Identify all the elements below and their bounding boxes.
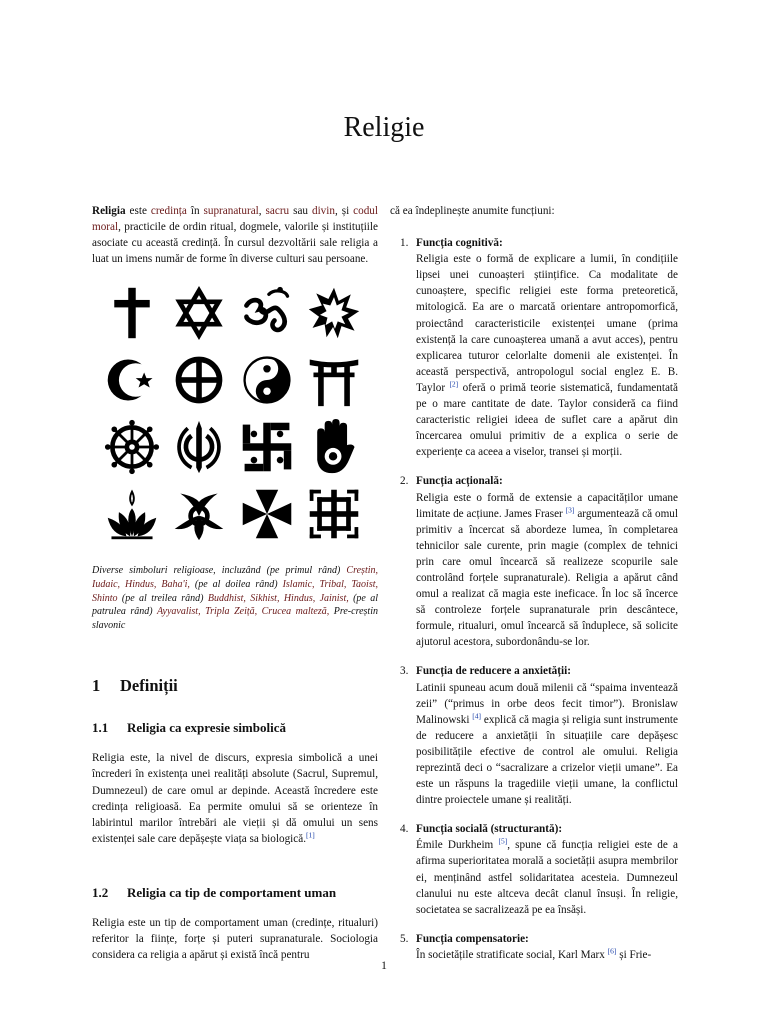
link-supranatural[interactable]: supranatural xyxy=(203,205,259,217)
list-item: 4. Funcția socială (structurantă): Émile Durkheim [5], spune că funcția religiei este de a afirma superioritatea morală a societății asupra membrilor ei, menținând astfel solidaritatea acesteia. Dumnezeul clanului nu este altceva decât clanul însuși. În religie, societatea se sacralizează pe ea însăși. xyxy=(390,821,678,918)
sun-cross-icon xyxy=(170,352,228,408)
latin-cross-icon xyxy=(103,285,161,341)
caption-link-row3[interactable]: Buddhist, Sikhist, Hindus, Jainist, xyxy=(207,592,349,604)
footnote-ref[interactable]: [3] xyxy=(565,504,575,514)
subsection-heading-1-1: 1.1 Religia ca expresie simbolică xyxy=(92,720,286,736)
function-text: Religia este o formă de extensie a capacităților umane limitate de acțiune. James Fraser [3] argumentează că omul primitiv a încercat să abordeze lumea, în completarea tehnicilor sale curente, prin magie (complex de tehnici prin care omul încearcă să realizeze scopurile sale controlând forțele supranaturale). Religia a apărut când omul a realizat că magia este ineficace. În loc să încerce să controleze forțele supranaturale prin descântece, formule, ritualuri, omul încearcă să înduplece, să solicite ajutorul acestora, subordonându-se lor. xyxy=(416,491,678,649)
footnote-ref[interactable]: [2] xyxy=(449,379,459,389)
functions-list xyxy=(390,235,678,963)
image-caption: Diverse simboluri religioase, incluzând (pe primul rând) Creștin, Iudaic, Hindus, Baha'i, (pe al doilea rând) Islamic, Tribal, Taoist, Shinto (pe al treilea rând) Buddhist, Sikhist, Hindus, Jainist, (pe al patrulea rând) Ayyavalist, Tripla Zeiță, Crucea malteză, Pre-creștin slavonic xyxy=(92,565,378,631)
list-item: 3. Funcția de reducere a anxietății: Latinii spuneau acum două milenii că “spaima inventează zeii” (“primus in orbe deos fecit timor”). Bronislaw Malinowski [4] explică că magia și religia sunt instrumente de reducere a anxietății în situațiile care depășesc posibilitățile efective de control ale omului. Religia reprezintă deci o “sacralizare a crizelor vieții umane”. Ea este un răspuns la tragediile vieții umane, la conflictul dintre proiectele umane și realități. xyxy=(390,663,678,808)
subsection-1-2-text: Religia este un tip de comportament uman (credințe, ritualuri) referitor la ființe, forțe și puteri supranaturale. Sociologia considera ca religia a apărut și există încă pentru xyxy=(92,916,378,962)
swastika-icon xyxy=(238,419,296,475)
link-sacru[interactable]: sacru xyxy=(265,205,290,217)
caption-link-row1[interactable]: Creștin, Iudaic, Hindus, Baha'i, xyxy=(92,565,378,590)
maltese-cross-icon xyxy=(238,486,296,542)
link-credinta[interactable]: credința xyxy=(150,205,187,217)
function-text: Religia este o formă de explicare a lumii, în condițiile lipsei unei cunoașteri științifice. Ca modalitate de cunoaștere, specific religiei este forma preteoretică, mitologică. Ea are o marcată orientare antropomorfică, proiectând caracteristicile existenței umane (prima existență la care cunoașterea umană a avut acces), pentru explicarea tuturor celorlalte domenii ale existenței. În această perspectivă, antropologul social englez E. B. Taylor [2] oferă o primă teorie sistematică, fundamentată pe o mare cantitate de date. Taylor consideră ca fiind caracteristic religiei ideea de suflet care a apărut din încercarea omului primitiv de a explica o serie de experiențe ca aceea a viselor, transei și morții. xyxy=(416,253,679,459)
function-text: Latinii spuneau acum două milenii că “spaima inventează zeii” (“primus in orbe deos fecit timor”). Bronislaw Malinowski [4] explică că magia și religia sunt instrumente de reducere a anxietății în situațiile care depășesc posibilitățile efective de control ale omului. Religia reprezintă deci o “sacralizare a crizelor vieții umane”. Ea este un răspuns la tragediile vieții umane, la conflictul dintre proiectele umane și realități. xyxy=(416,681,678,807)
yin-yang-icon xyxy=(238,352,296,408)
function-title: Funcția cognitivă: xyxy=(416,237,503,250)
list-item: 2. Funcția acțională: Religia este o formă de extensie a capacităților umane limitate de acțiune. James Fraser [3] argumentează că omul primitiv a încercat să abordeze lumea, în completarea tehnicilor sale curente, prin magie (complex de tehnici prin care omul încearcă să realizeze scopurile sale controlând forțele supranaturale). Religia a apărut când omul a realizat că magia este ineficace. În loc să încerce să controleze forțele supranaturale prin descântece, formule, ritualuri, omul încearcă să înduplece, să solicite ajutorul acestora, subordonându-se lor. xyxy=(390,473,678,650)
footnote-ref[interactable]: [1] xyxy=(306,830,315,840)
footnote-ref[interactable]: [4] xyxy=(472,710,482,720)
caption-link-row4[interactable]: Ayyavalist, Tripla Zeiță, Crucea malteză, xyxy=(156,606,330,618)
torii-icon xyxy=(305,352,363,408)
right-column xyxy=(390,203,678,976)
bahai-star-icon xyxy=(305,285,363,341)
lotus-lamp-icon xyxy=(103,486,161,542)
jain-hand-icon xyxy=(305,419,363,475)
om-icon xyxy=(238,285,296,341)
function-title: Funcția compensatorie: xyxy=(416,932,529,945)
functions-intro: că ea îndeplinește anumite funcțiuni: xyxy=(390,205,555,217)
link-cod-moral[interactable]: codul moral xyxy=(92,205,378,234)
function-text: În societățile stratificate social, Karl Marx [6] și Frie- xyxy=(416,946,652,961)
crescent-star-icon xyxy=(103,352,161,408)
footnote-ref[interactable]: [6] xyxy=(607,946,617,956)
page-number: 1 xyxy=(381,960,387,972)
slavic-symbol-icon xyxy=(305,486,363,542)
list-item: 1. Funcția cognitivă: Religia este o formă de explicare a lumii, în condițiile lipsei unei cunoașteri științifice. Ca modalitate de cunoaștere, specific religiei este forma preteoretică, mitologică. Ea are o marcată orientare antropomorfică, proiectând caracteristicile existenței umane (prima existență la care cunoașterea umană a avut acces), pentru explicarea tuturor celorlalte domenii ale existenței. În această perspectivă, antropologul social englez E. B. Taylor [2] oferă o primă teorie sistematică, fundamentată pe o mare cantitate de date. Taylor consideră ca fiind caracteristic religiei ideea de suflet care a apărut din încercarea omului primitiv de a explica o serie de experiențe ca aceea a viselor, transei și morții. xyxy=(390,235,678,460)
triple-goddess-icon xyxy=(170,486,228,542)
page-title: Religie xyxy=(343,112,425,143)
subsection-1-1-text: Religia este, la nivel de discurs, expresia simbolică a unei încrederi în existența unei realități absolute (Sacrul, Supremul, Dumnezeul) de care omul ar depinde. Această încredere este credința religioasă. Ea permite omului să se orienteze în labirintul marilor întrebări ale vieții și dă omului un sens existenței sale care depășește viața sa biologică.[1] xyxy=(92,752,378,845)
section-heading: 1 Definiții xyxy=(92,676,178,696)
subsection-heading-1-2: 1.2 Religia ca tip de comportament uman xyxy=(92,884,337,900)
list-item: 5. Funcția compensatorie: În societățile stratificate social, Karl Marx [6] și Frie- xyxy=(390,931,678,963)
dharma-wheel-icon xyxy=(103,419,161,475)
function-title: Funcția socială (structurantă): xyxy=(416,823,563,836)
star-of-david-icon xyxy=(170,285,228,341)
intro-paragraph: Religia este credința în supranatural, sacru sau divin, și codul moral, practicile de ordin ritual, dogmele, valorile și instituțiile asociate cu această credință. În cursul dezvoltării sale religia a luat un imens număr de forme în diverse culturi sau persoane. xyxy=(92,205,378,266)
caption-link-row2[interactable]: Islamic, Tribal, Taoist, Shinto xyxy=(92,578,378,604)
link-divin[interactable]: divin xyxy=(311,205,335,217)
left-column xyxy=(92,203,378,963)
function-title: Funcția de reducere a anxietății: xyxy=(416,665,571,678)
religious-symbols-image xyxy=(98,285,368,542)
function-title: Funcția acțională: xyxy=(416,475,503,488)
khanda-icon xyxy=(170,419,228,475)
intro-term: Religia xyxy=(92,205,126,217)
function-text: Émile Durkheim [5], spune că funcția religiei este de a afirma superioritatea morală a societății asupra membrilor ei, menținând astfel solidaritatea acesteia. Dumnezeul clanului nu este altceva decât clanul însuși. În religie, societatea se sacralizează pe ea însăși. xyxy=(416,836,678,916)
footnote-ref[interactable]: [5] xyxy=(498,836,508,846)
